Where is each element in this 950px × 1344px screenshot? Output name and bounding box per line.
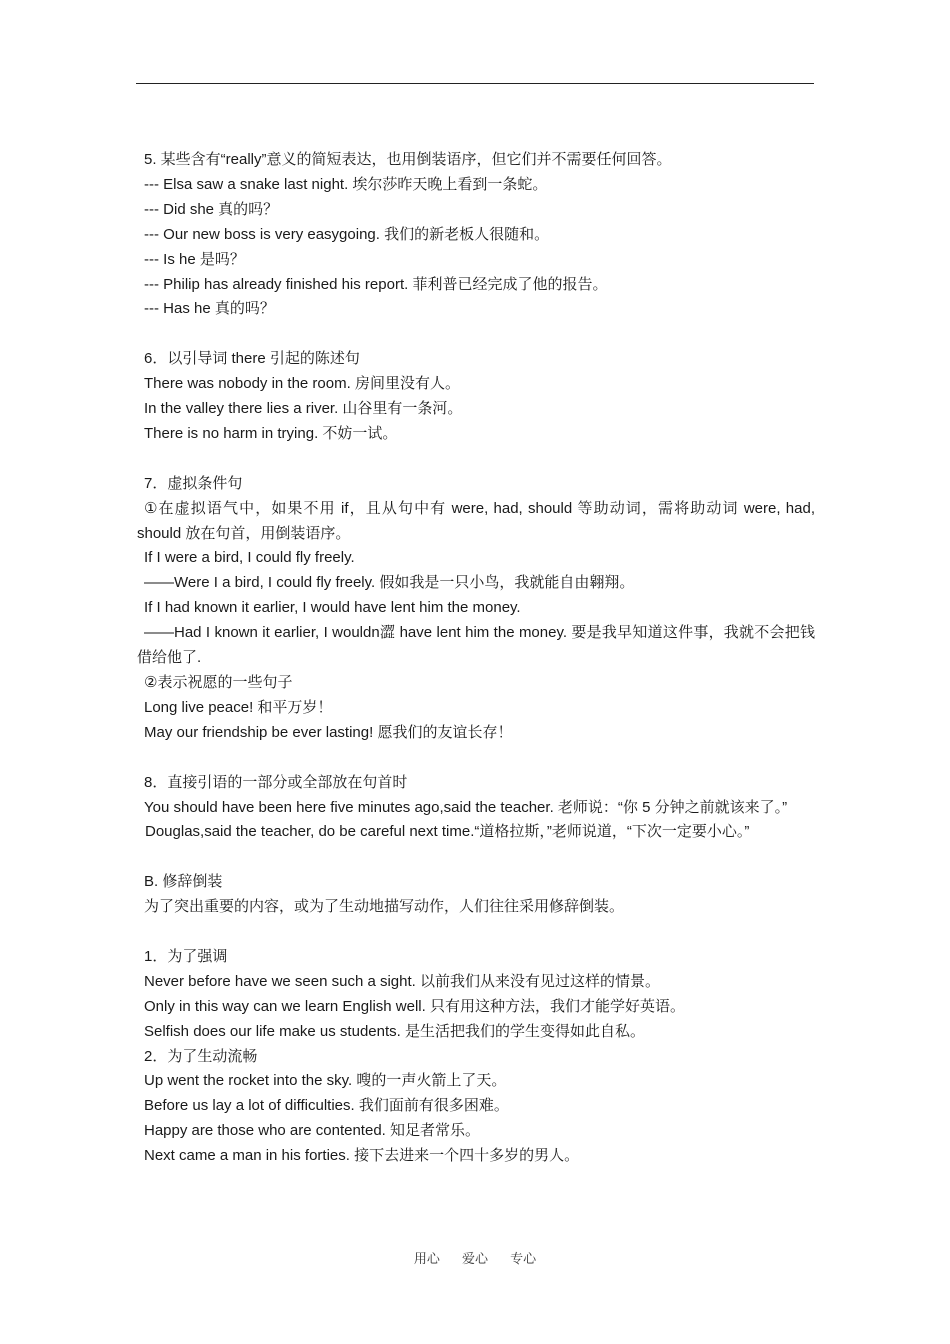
example-line: ——Were I a bird, I could fly freely. 假如我是一只小鸟，我就能自由翱翔。: [144, 574, 635, 592]
section-b2-heading: 2．为了生动流畅: [144, 1047, 258, 1065]
example-line: Long live peace! 和平万岁！: [144, 698, 333, 716]
example-line: If I were a bird, I could fly freely.: [144, 549, 355, 567]
dialogue-line: --- Our new boss is very easygoing. 我们的新老板人很随和。: [144, 225, 550, 243]
section-b1-heading: 1．为了强调: [144, 947, 228, 965]
example-line: If I had known it earlier, I would have lent him the money.: [144, 599, 521, 617]
section-7-heading: 7．虚拟条件句: [144, 474, 243, 492]
example-line: Up went the rocket into the sky. 嗖的一声火箭上了天。: [144, 1072, 507, 1090]
section-b-heading: B. 修辞倒装: [144, 873, 223, 891]
page-footer: 用心 爱心 专心: [413, 1252, 537, 1267]
dialogue-line: --- Philip has already finished his report. 菲利普已经完成了他的报告。: [144, 275, 608, 293]
example-line: There is no harm in trying. 不妨一试。: [144, 424, 398, 442]
example-line: May our friendship be ever lasting! 愿我们的友谊长存！: [144, 723, 513, 741]
subsection-heading: ②表示祝愿的一些句子: [144, 674, 293, 691]
example-line: Never before have we seen such a sight. 以前我们从来没有见过这样的情景。: [144, 972, 660, 990]
section-8-heading: 8．直接引语的一部分或全部放在句首时: [144, 773, 408, 791]
example-line: Only in this way can we learn English well. 只有用这种方法，我们才能学好英语。: [144, 997, 685, 1015]
section-6-heading: 6．以引导词 there 引起的陈述句: [144, 350, 360, 368]
example-paragraph: You should have been here five minutes ago,said the teacher. 老师说：“你 5 分钟之前就该来了。”: [144, 798, 788, 816]
dialogue-line: --- Did she 真的吗？: [144, 200, 279, 218]
example-line: Before us lay a lot of difficulties. 我们面前有很多困难。: [144, 1097, 509, 1115]
section-5-heading: 5. 某些含有“really”意义的简短表达，也用倒装语序，但它们并不需要任何回答。: [144, 151, 672, 168]
header-rule: [136, 83, 814, 84]
example-line: Next came a man in his forties. 接下去进来一个四十多岁的男人。: [144, 1147, 580, 1165]
example-paragraph: Douglas,said the teacher, do be careful next time.“道格拉斯，”老师说道，“下次一定要小心。”: [145, 823, 750, 841]
intro-line: 为了突出重要的内容，或为了生动地描写动作，人们往往采用修辞倒装。: [144, 898, 625, 916]
example-line: In the valley there lies a river. 山谷里有一条河。: [144, 400, 463, 418]
example-paragraph: ——Had I known it earlier, I wouldn澀 have lent him the money. 要是我早知道这件事，我就不会把钱借给他了.: [137, 624, 815, 667]
document-body: [137, 148, 815, 1169]
dialogue-line: --- Has he 真的吗？: [144, 300, 275, 318]
dialogue-line: --- Is he 是吗？: [144, 250, 245, 268]
example-line: Happy are those who are contented. 知足者常乐。: [144, 1122, 480, 1140]
dialogue-line: --- Elsa saw a snake last night. 埃尔莎昨天晚上看到一条蛇。: [144, 175, 548, 193]
explanation-paragraph: ①在虚拟语气中，如果不用 if，且从句中有 were, had, should 等助动词，需将助动词 were, had, should 放在句首，用倒装语序。: [137, 499, 815, 542]
example-line: Selfish does our life make us students. 是生活把我们的学生变得如此自私。: [144, 1022, 645, 1040]
example-line: There was nobody in the room. 房间里没有人。: [144, 375, 460, 393]
